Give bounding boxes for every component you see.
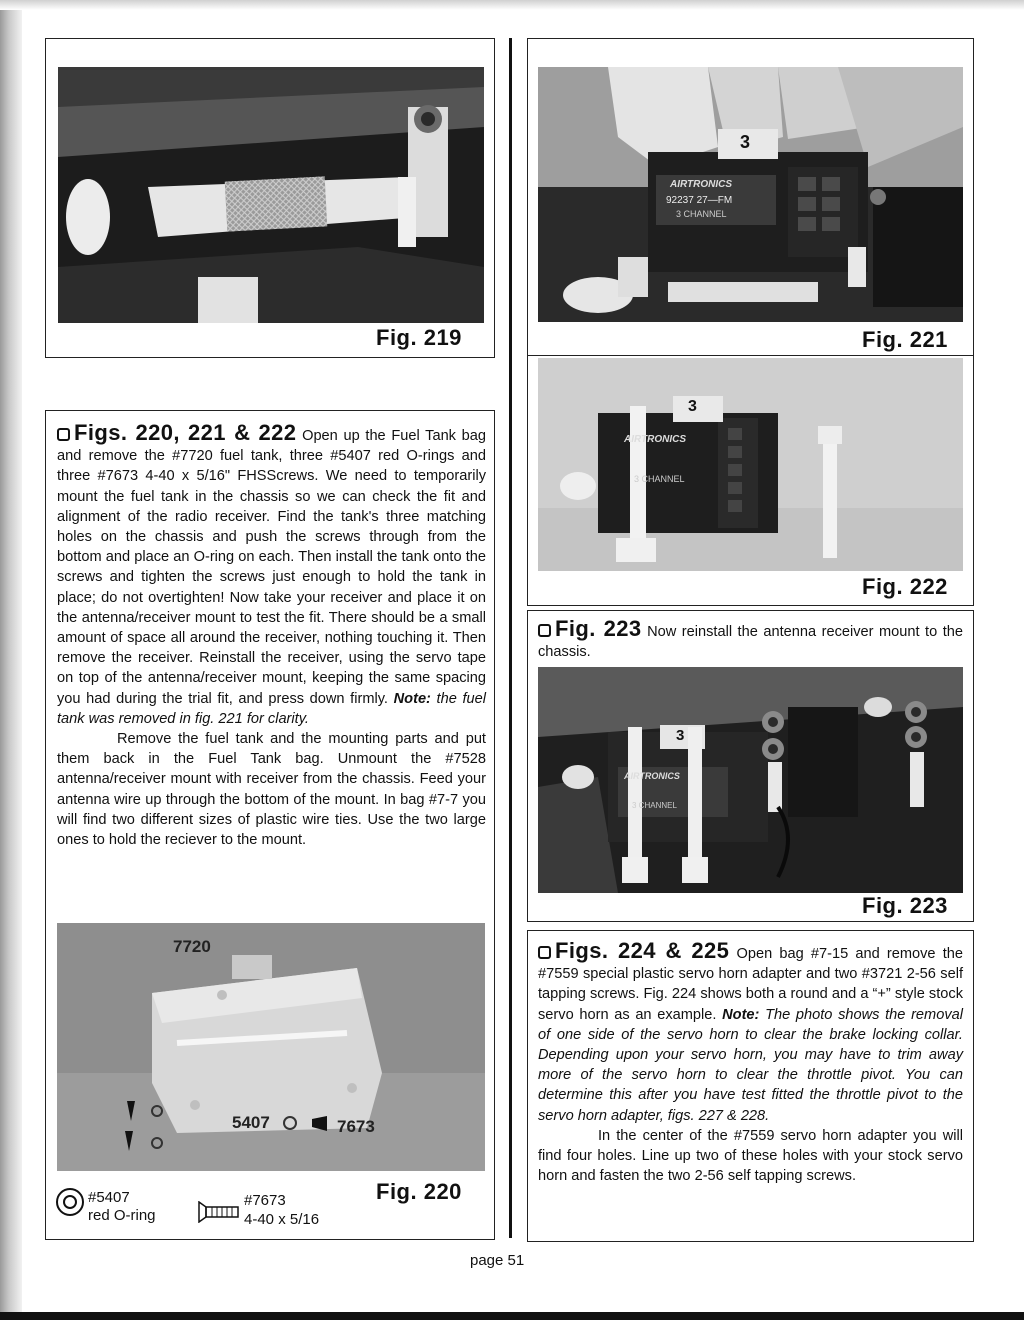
fig-221-box: [527, 38, 974, 356]
figs-224-225-body-2: In the center of the #7559 servo horn adapter you will find four holes. Line up two of these holes with your stock servo horn and fasten the two 2-56 self tapping screws.: [538, 1127, 963, 1185]
fig-220-label-oring: 5407: [232, 1113, 270, 1132]
scan-edge-left: [0, 0, 22, 1320]
fig-223-box: [527, 610, 974, 922]
fig-223-label: Fig. 223: [862, 893, 948, 918]
fig-221-receiver-channels: 3 CHANNEL: [676, 209, 727, 219]
fig-220-photo: [57, 923, 485, 1171]
figs-224-225-heading: Figs. 224 & 225: [555, 938, 730, 963]
figs-224-225-box: [527, 930, 974, 1242]
fig-219-photo: [58, 67, 484, 323]
note-text: the fuel tank was removed in fig. 221 for clarity.: [57, 690, 486, 727]
figs-220-222-body-1: Open up the Fuel Tank bag and remove the #7720 fuel tank, three #5407 red O-rings and three #7673 4-40 x 5/16" FHSScrews. We need to temporarily mount the fuel tank in the chassis so we can check the fit and alignment of the radio receiver. Find the tank's three matching holes on the chassis and push the screws through from the bottom and place an O-ring on each. Then install the tank onto the screws and tighten the screws just enough to hold the tank in place; do not overtighten! Now take your receiver and place it on the antenna/receiver mount to test the fit. There should be a small amount of space all around the receiver, nothing touching it. Then remove the receiver. Reinstall the receiver, using the servo tape on top of the antenna/receiver mount, keeping the same spacing you had during the trial fit, and press down firmly.: [57, 428, 487, 707]
fig-223-receiver-brand: AIRTRONICS: [624, 771, 680, 781]
fig-223-receiver-channels: 3 CHANNEL: [632, 801, 677, 810]
page-number: page 51: [470, 1252, 525, 1269]
fig-219-box: [45, 38, 495, 358]
oring-icon: [56, 1188, 84, 1216]
legend-oring-desc: red O-ring: [88, 1207, 156, 1224]
scan-edge-top: [0, 0, 1024, 10]
fig-220-label: Fig. 220: [376, 1179, 462, 1204]
fig-223-text: [538, 616, 964, 662]
fig-219-label: Fig. 219: [376, 325, 462, 350]
fig-222-label: Fig. 222: [862, 574, 948, 599]
fig-221-crystal-num: 3: [740, 132, 751, 152]
fig-223-crystal-num: 3: [676, 727, 685, 744]
checkbox-icon[interactable]: [538, 946, 551, 959]
fig-220-label-screw: 7673: [337, 1117, 375, 1136]
fig-222-receiver-channels: 3 CHANNEL: [634, 474, 685, 484]
scan-edge-bottom: [0, 1312, 1024, 1320]
fig-221-receiver-brand: AIRTRONICS: [670, 179, 733, 190]
fig-222-crystal-num: 3: [688, 398, 697, 415]
checkbox-icon[interactable]: [538, 624, 551, 637]
figs-220-222-heading: Figs. 220, 221 & 222: [74, 420, 297, 445]
fig-223-photo: [538, 667, 963, 893]
note-text: The photo shows the removal of one side of the servo horn to clear the brake locking collar. Depending upon your servo horn, you may have to trim away more of the servo horn to clear the throttle pivot. You can determine this after you have test fitted the throttle pivot to the servo horn adapter, figs. 227 & 228.: [538, 1006, 963, 1124]
legend-oring-part: #5407: [88, 1189, 130, 1206]
fig-220-label-tank: 7720: [173, 937, 211, 956]
fig-221-label: Fig. 221: [862, 327, 948, 352]
figs-220-222-text: [57, 420, 487, 850]
screw-icon: [198, 1201, 240, 1223]
fig-222-box: [527, 356, 974, 606]
legend-screw-part: #7673: [244, 1192, 286, 1209]
fig-221-receiver-model: 92237 27—FM: [666, 195, 733, 206]
note-label: Note:: [722, 1006, 760, 1023]
legend-screw-desc: 4-40 x 5/16: [244, 1211, 320, 1228]
column-divider: [509, 38, 512, 1238]
fig-223-heading: Fig. 223: [555, 616, 642, 641]
figs-220-222-body-2: Remove the fuel tank and the mounting parts and put them back in the Fuel Tank bag. Unmount the #7528 antenna/receiver mount with receiver from the chassis. Feed your antenna wire up through the bottom of the mount. In bag #7-7 you will find two different sizes of plastic wire ties. Use the two large ones to hold the reciever to the mount.: [57, 731, 486, 849]
figs-224-225-body-1: Open bag #7-15 and remove the #7559 special plastic servo horn adapter and two #3721 2-56 self tapping screws. Fig. 224 shows both a round and a “+” style stock servo horn as an example.: [538, 946, 963, 1023]
fig-221-photo: [538, 67, 963, 322]
figs-220-222-box: [45, 410, 495, 1240]
fig-223-body: Now reinstall the antenna receiver mount to the chassis.: [538, 624, 964, 661]
figs-224-225-text: [538, 938, 963, 1186]
fig-222-receiver-brand: AIRTRONICS: [624, 434, 687, 445]
note-label: Note:: [393, 690, 431, 707]
checkbox-icon[interactable]: [57, 428, 70, 441]
fig-222-photo: [538, 358, 963, 571]
